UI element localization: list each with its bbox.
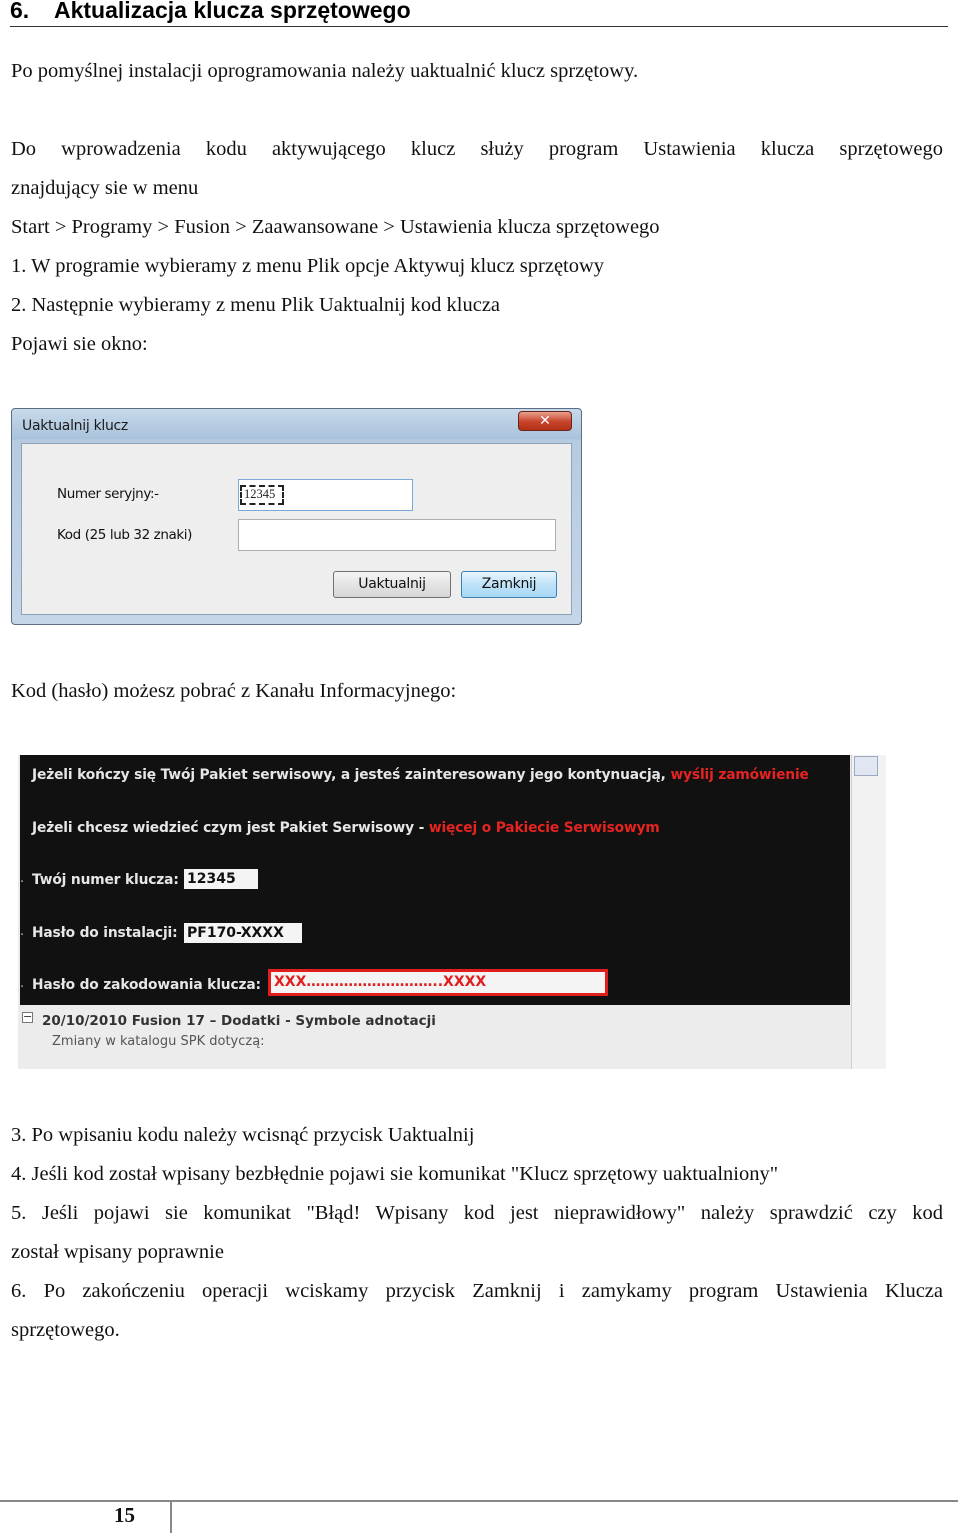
close-button[interactable]: Zamknij xyxy=(461,571,557,598)
footer-rule xyxy=(0,1500,958,1502)
page-number: 15 xyxy=(114,1503,135,1527)
step-6-line2: sprzętowego. xyxy=(11,1319,120,1341)
code-source-text: Kod (hasło) możesz pobrać z Kanału Informacyjnego: xyxy=(11,680,457,702)
info-channel-panel xyxy=(20,755,850,1005)
step-5-line2: został wpisany poprawnie xyxy=(11,1241,224,1263)
service-pack-link[interactable]: więcej o Pakiecie Serwisowym xyxy=(428,820,660,836)
step-5-line1: 5. Jeśli pojawi sie komunikat "Błąd! Wpisany kod jest nieprawidłowy" należy sprawdzić czy kod xyxy=(11,1202,943,1224)
news-subtitle: Zmiany w katalogu SPK dotyczą: xyxy=(52,1034,265,1049)
code-bullet: . xyxy=(20,976,25,991)
service-pack-text: Jeżeli chcesz wiedzieć czym jest Pakiet Serwisowy - xyxy=(32,820,425,836)
dialog-close-icon[interactable]: ✕ xyxy=(518,411,572,431)
install-password-value: PF170-XXXX xyxy=(184,923,302,943)
key-number-value: 12345 xyxy=(184,869,258,889)
update-key-dialog xyxy=(11,408,582,625)
renewal-line xyxy=(32,767,809,783)
key-code-value: XXX………………………..XXXX xyxy=(268,969,608,996)
news-title[interactable]: 20/10/2010 Fusion 17 – Dodatki - Symbole adnotacji xyxy=(42,1013,436,1029)
menu-path: Start > Programy > Fusion > Zaawansowane > Ustawienia klucza sprzętowego xyxy=(11,216,660,238)
key-number-label: Twój numer klucza: xyxy=(32,872,179,888)
key-code-label: Hasło do zakodowania klucza: xyxy=(32,977,261,993)
step-1: 1. W programie wybieramy z menu Plik opcje Aktywuj klucz sprzętowy xyxy=(11,255,605,277)
serial-number-value: 12345 xyxy=(240,485,284,505)
step-3: 3. Po wpisaniu kodu należy wcisnąć przycisk Uaktualnij xyxy=(11,1124,475,1146)
dialog-title: Uaktualnij klucz xyxy=(22,418,128,434)
serial-number-label: Numer seryjny:- xyxy=(57,486,159,502)
step-6-line1: 6. Po zakończeniu operacji wciskamy przycisk Zamknij i zamykamy program Ustawienia Klucza xyxy=(11,1280,943,1302)
program-description-line1: Do wprowadzenia kodu aktywującego klucz służy program Ustawienia klucza sprzętowego xyxy=(11,138,943,160)
code-label: Kod (25 lub 32 znaki) xyxy=(57,527,193,543)
install-password-label: Hasło do instalacji: xyxy=(32,925,178,941)
info-channel-screenshot xyxy=(18,755,886,1069)
scrollbar[interactable] xyxy=(851,755,886,1069)
update-button[interactable]: Uaktualnij xyxy=(333,571,451,598)
scrollbar-thumb[interactable] xyxy=(854,756,878,776)
window-appears-text: Pojawi sie okno: xyxy=(11,333,148,355)
renewal-text: Jeżeli kończy się Twój Pakiet serwisowy, a jesteś zainteresowany jego kontynuacją, xyxy=(32,767,666,783)
step-4: 4. Jeśli kod został wpisany bezbłędnie pojawi sie komunikat "Klucz sprzętowy uaktualniony" xyxy=(11,1163,779,1185)
install-bullet: . xyxy=(20,924,25,939)
step-2: 2. Następnie wybieramy z menu Plik Uaktualnij kod klucza xyxy=(11,294,501,316)
intro-paragraph: Po pomyślnej instalacji oprogramowania należy uaktualnić klucz sprzętowy. xyxy=(11,60,639,82)
key-bullet: . xyxy=(20,871,25,886)
program-description-line2: znajdujący sie w menu xyxy=(11,177,199,199)
section-number: 6. xyxy=(10,0,30,23)
serial-number-field[interactable] xyxy=(238,479,413,511)
footer-separator xyxy=(170,1501,172,1533)
service-pack-line xyxy=(32,820,660,836)
section-title: Aktualizacja klucza sprzętowego xyxy=(54,0,411,23)
section-heading xyxy=(10,0,948,27)
collapse-icon[interactable]: − xyxy=(23,1010,33,1023)
send-order-link[interactable]: wyślij zamówienie xyxy=(670,767,809,783)
code-input[interactable] xyxy=(238,519,556,551)
dialog-client-area xyxy=(21,443,572,615)
